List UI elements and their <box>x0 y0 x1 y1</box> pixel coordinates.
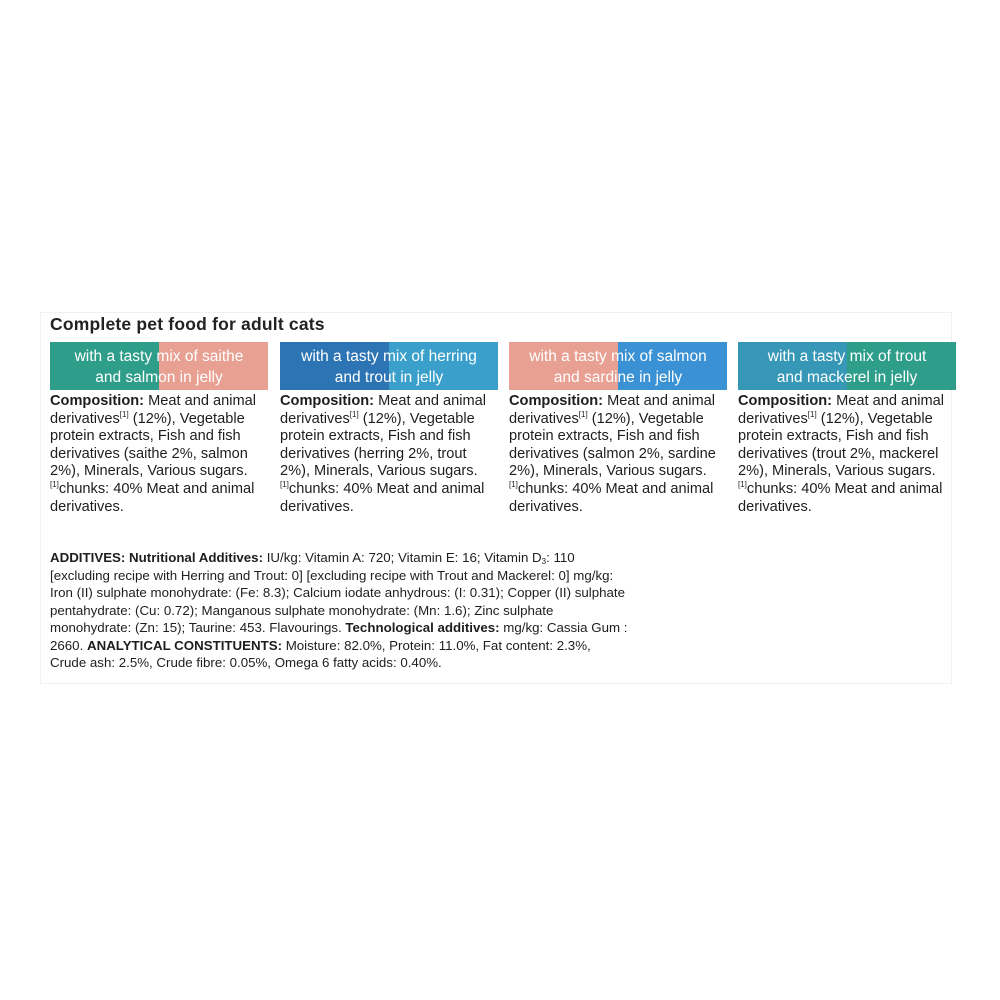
footnote-mark: [1] <box>349 409 359 419</box>
banner-line-1: with a tasty mix of trout <box>767 348 927 365</box>
composition-part-2: (12%), Vegetable protein extracts, Fish and fish derivatives (trout 2%, mackerel 2%), Minerals, Various sugars. <box>738 410 939 480</box>
composition-label: Composition: <box>738 393 833 409</box>
footnote-mark: [1] <box>119 409 129 419</box>
composition-label: Composition: <box>50 393 145 409</box>
footnote-mark: [1] <box>578 409 588 419</box>
footnote-mark: [1] <box>738 479 747 489</box>
banner-line-1: with a tasty mix of saithe <box>74 348 244 365</box>
additives-text <box>50 549 630 672</box>
composition-footnote: chunks: 40% Meat and animal derivatives. <box>280 480 485 515</box>
recipe-salmon-sardine <box>509 342 727 516</box>
recipe-trout-mackerel <box>738 342 956 516</box>
composition-part-1: Meat and animal derivatives <box>738 393 944 427</box>
footnote-mark: [1] <box>509 479 518 489</box>
recipe-herring-trout <box>280 342 498 516</box>
composition-part-1: Meat and animal derivatives <box>509 393 715 427</box>
composition-part-1: Meat and animal derivatives <box>50 393 256 427</box>
recipe-saithe-salmon <box>50 342 268 516</box>
recipe-banner <box>50 342 268 390</box>
composition-label: Composition: <box>280 393 375 409</box>
footnote-mark: [1] <box>50 479 59 489</box>
technological-additives-label: Technological additives: <box>345 620 500 635</box>
page-title: Complete pet food for adult cats <box>50 314 325 334</box>
composition-label: Composition: <box>509 393 604 409</box>
banner-line-1: with a tasty mix of herring <box>301 348 477 365</box>
composition-footnote: chunks: 40% Meat and animal derivatives. <box>509 480 714 515</box>
banner-line-2: and salmon in jelly <box>95 369 223 386</box>
composition-text <box>280 393 498 516</box>
composition-part-2: (12%), Vegetable protein extracts, Fish and fish derivatives (herring 2%, trout 2%), Minerals, Various sugars. <box>280 410 478 480</box>
composition-text <box>738 393 956 516</box>
composition-part-1: Meat and animal derivatives <box>280 393 486 427</box>
analytical-constituents-label: ANALYTICAL CONSTITUENTS: <box>86 637 283 653</box>
composition-text <box>50 393 268 516</box>
composition-text <box>509 393 727 516</box>
additives-part-2: : 110 [excluding recipe with Herring and Trout: 0] [excluding recipe with Trout and Mackerel: 0] mg/kg: Iron (II) sulphate monohydrate: (Fe: 8.3); Calcium iodate anhydrous: (I: 0.31); Copper (II) sulphate pentahydrate: (Cu: 0.72); Manganous sulphate monohydrate: (Mn: 1.6); Zinc sulphate monohydrate: (Zn: 15); Taurine: 453. Flavourings. <box>50 550 625 635</box>
additives-part-3: mg/kg: Cassia Gum : 2660. <box>50 620 628 653</box>
footnote-mark: [1] <box>807 409 817 419</box>
additives-part-4: Moisture: 82.0%, Protein: 11.0%, Fat content: 2.3%, Crude ash: 2.5%, Crude fibre: 0.05%, Omega 6 fatty acids: 0.40%. <box>50 637 591 670</box>
banner-line-2: and mackerel in jelly <box>776 369 918 386</box>
recipe-banner <box>280 342 498 390</box>
composition-part-2: (12%), Vegetable protein extracts, Fish and fish derivatives (salmon 2%, sardine 2%), Minerals, Various sugars. <box>509 410 716 480</box>
composition-footnote: chunks: 40% Meat and animal derivatives. <box>50 480 255 515</box>
banner-line-1: with a tasty mix of salmon <box>529 348 707 365</box>
additives-part-1: IU/kg: Vitamin A: 720; Vitamin E: 16; Vitamin D <box>263 550 542 565</box>
recipe-banner <box>509 342 727 390</box>
vitamin-d-subscript: 3 <box>541 557 547 566</box>
recipe-banner <box>738 342 956 390</box>
composition-footnote: chunks: 40% Meat and animal derivatives. <box>738 480 943 515</box>
footnote-mark: [1] <box>280 479 289 489</box>
composition-part-2: (12%), Vegetable protein extracts, Fish and fish derivatives (saithe 2%, salmon 2%), Minerals, Various sugars. <box>50 410 248 480</box>
banner-line-2: and trout in jelly <box>334 369 444 386</box>
banner-line-2: and sardine in jelly <box>553 369 683 386</box>
additives-label: ADDITIVES: Nutritional Additives: <box>50 550 264 565</box>
